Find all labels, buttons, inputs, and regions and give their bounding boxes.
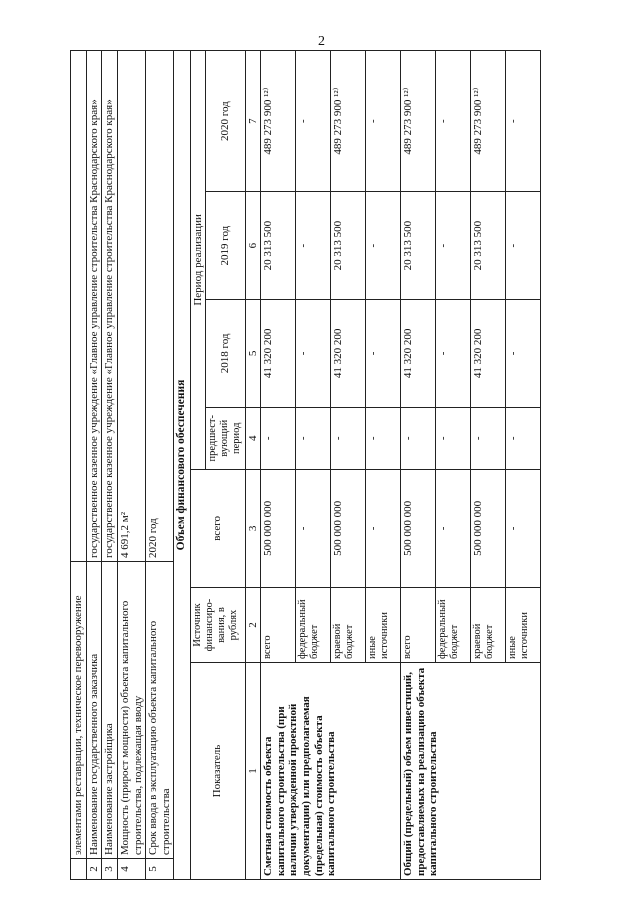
finance-2020: 489 273 900 ¹²⁾: [471, 51, 506, 192]
finance-source: краевой бюджет: [471, 588, 506, 663]
finance-previous: -: [471, 407, 506, 469]
passport-row: [71, 51, 87, 880]
passport-row-number: 2: [86, 859, 102, 880]
finance-2018: -: [436, 300, 471, 408]
passport-row-label: Срок ввода в эксплуатацию объекта капитального строительства: [146, 562, 174, 859]
finance-total: -: [506, 469, 541, 587]
finance-source: краевой бюджет: [331, 588, 366, 663]
passport-row-value: государственное казенное учреждение «Главное управление строительства Краснодарского края»: [86, 51, 102, 562]
passport-row-label: Мощность (прирост мощности) объекта капитального строительства, подлежащая вводу: [117, 562, 145, 859]
passport-row: [86, 51, 102, 880]
header-source: Источник финансиро-вания, в рублях: [190, 588, 245, 663]
finance-2018: 41 320 200: [401, 300, 436, 408]
finance-2019: -: [296, 192, 331, 300]
passport-row-number: [71, 859, 87, 880]
finance-2020: 489 273 900 ¹²⁾: [401, 51, 436, 192]
finance-source: федеральный бюджет: [436, 588, 471, 663]
column-number: 1: [245, 663, 261, 880]
finance-2019: 20 313 500: [401, 192, 436, 300]
finance-2020: -: [506, 51, 541, 192]
finance-2018: -: [506, 300, 541, 408]
finance-source: иные источники: [366, 588, 401, 663]
passport-row-label: Наименование государственного заказчика: [86, 562, 102, 859]
header-2019: 2019 год: [206, 192, 245, 300]
finance-previous: -: [366, 407, 401, 469]
passport-row: [146, 51, 174, 880]
finance-2020: 489 273 900 ¹²⁾: [261, 51, 296, 192]
passport-row: [117, 51, 145, 880]
header-previous: предшест-вующий период: [206, 407, 245, 469]
page-number: 2: [318, 34, 325, 49]
passport-row-value: [71, 51, 87, 562]
finance-2019: 20 313 500: [331, 192, 366, 300]
header-total: всего: [190, 469, 245, 587]
finance-row: [261, 51, 296, 880]
finance-indicator: Сметная стоимость объекта капитального строительства (при наличии утвержденной проектной документации) или предполагаемая (предельная) стоимость объекта капитального строительства: [261, 663, 401, 880]
finance-previous: -: [506, 407, 541, 469]
finance-total: 500 000 000: [261, 469, 296, 587]
finance-previous: -: [401, 407, 436, 469]
finance-2020: -: [366, 51, 401, 192]
column-number: 7: [245, 51, 261, 192]
passport-row-value: 4 691,2 м²: [117, 51, 145, 562]
passport-table: [70, 50, 174, 880]
finance-2019: 20 313 500: [261, 192, 296, 300]
header-indicator: Показатель: [190, 663, 245, 880]
finance-2018: 41 320 200: [471, 300, 506, 408]
finance-source: всего: [261, 588, 296, 663]
header-period: Период реализации: [190, 51, 206, 470]
column-number: 3: [245, 469, 261, 587]
finance-2018: 41 320 200: [331, 300, 366, 408]
column-number: 5: [245, 300, 261, 408]
finance-2018: 41 320 200: [261, 300, 296, 408]
finance-previous: -: [296, 407, 331, 469]
finance-source: федеральный бюджет: [296, 588, 331, 663]
finance-total: -: [436, 469, 471, 587]
header-2018: 2018 год: [206, 300, 245, 408]
finance-section-title: Объем финансового обеспечения: [174, 51, 190, 880]
finance-row: [401, 51, 436, 880]
column-numbers-row: [245, 51, 261, 880]
finance-2019: -: [506, 192, 541, 300]
finance-table: [173, 50, 541, 880]
rotated-document: [70, 50, 580, 880]
passport-row-value: 2020 год: [146, 51, 174, 562]
finance-total: 500 000 000: [471, 469, 506, 587]
finance-2018: -: [366, 300, 401, 408]
finance-2018: -: [296, 300, 331, 408]
column-number: 4: [245, 407, 261, 469]
finance-total: -: [366, 469, 401, 587]
column-number: 2: [245, 588, 261, 663]
finance-2020: -: [436, 51, 471, 192]
column-number: 6: [245, 192, 261, 300]
finance-previous: -: [261, 407, 296, 469]
passport-row-value: государственное казенное учреждение «Главное управление строительства Краснодарского края»: [102, 51, 118, 562]
finance-2020: 489 273 900 ¹²⁾: [331, 51, 366, 192]
passport-row-number: 5: [146, 859, 174, 880]
passport-row: [102, 51, 118, 880]
passport-row-number: 3: [102, 859, 118, 880]
passport-row-label: элементами реставрации, техническое перевооружение: [71, 562, 87, 859]
finance-source: всего: [401, 588, 436, 663]
finance-previous: -: [331, 407, 366, 469]
passport-row-number: 4: [117, 859, 145, 880]
finance-total: 500 000 000: [331, 469, 366, 587]
finance-total: -: [296, 469, 331, 587]
header-2020: 2020 год: [206, 51, 245, 192]
finance-indicator: Общий (предельный) объем инвестиций, предоставляемых на реализацию объекта капитального строительства: [401, 663, 541, 880]
finance-source: иные источники: [506, 588, 541, 663]
finance-2020: -: [296, 51, 331, 192]
finance-2019: 20 313 500: [471, 192, 506, 300]
finance-total: 500 000 000: [401, 469, 436, 587]
passport-row-label: Наименование застройщика: [102, 562, 118, 859]
finance-2019: -: [436, 192, 471, 300]
finance-previous: -: [436, 407, 471, 469]
finance-2019: -: [366, 192, 401, 300]
